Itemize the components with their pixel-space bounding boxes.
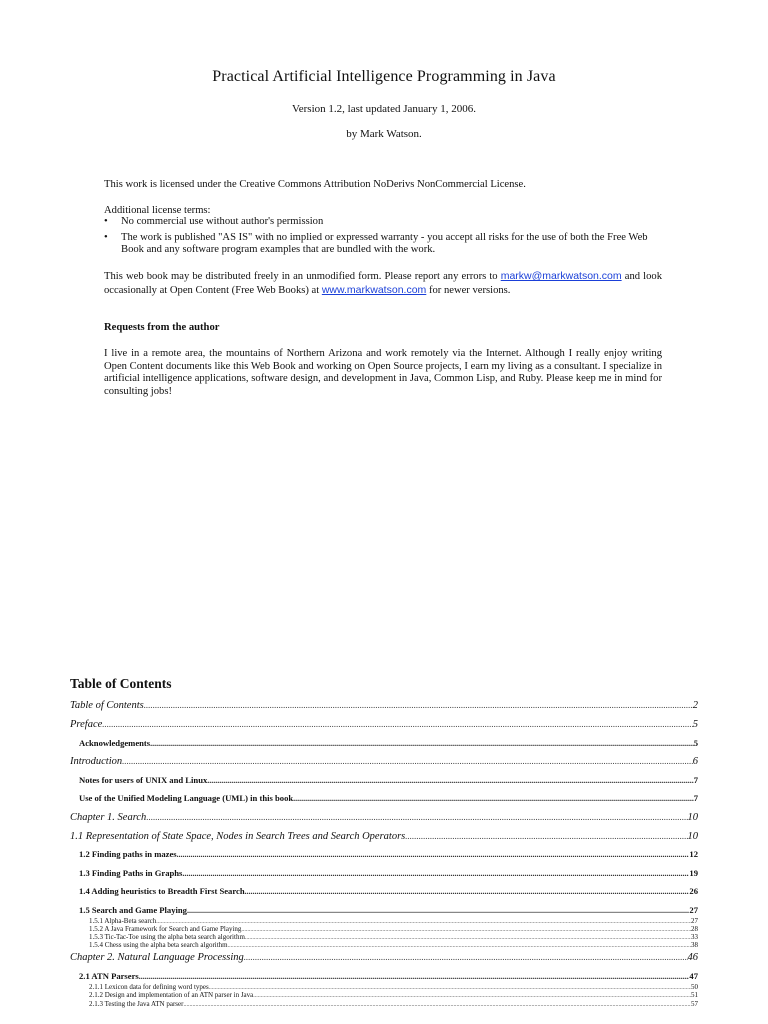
toc-leader-dots [156, 919, 691, 925]
toc-entry-label: Notes for users of UNIX and Linux [79, 774, 208, 785]
toc-leader-dots [209, 985, 691, 991]
toc-leader-dots [144, 700, 693, 710]
toc-leader-dots [241, 927, 691, 933]
toc-leader-dots [187, 906, 689, 915]
toc-leader-dots [182, 869, 689, 878]
toc-entry-label: Use of the Unified Modeling Language (UML) in this book [79, 793, 294, 803]
license-statement: This work is licensed under the Creative Commons Attribution NoDerivs NonCommercial License. [104, 179, 526, 190]
document-title: Practical Artificial Intelligence Programming in Java [212, 68, 556, 85]
toc-entry[interactable] [70, 952, 698, 963]
toc-leader-dots [177, 850, 690, 859]
toc-leader-dots [244, 952, 688, 962]
toc-leader-dots [253, 993, 691, 999]
toc-heading: Table of Contents [70, 676, 172, 691]
toc-entry-label: 1.4 Adding heuristics to Breadth First Search [79, 886, 245, 896]
toc-entry[interactable] [70, 971, 698, 981]
toc-entry-page: 27 [689, 904, 698, 915]
toc-entry-page: 26 [689, 886, 698, 896]
toc-entry-page: 6 [692, 756, 698, 767]
toc-entry-label: Preface [70, 719, 103, 730]
license-term-text: The work is published "AS IS" with no implied or expressed warranty - you accept all risks for the use of both the Free Web Book and any software program examples that are bundled with the work. [121, 231, 648, 255]
toc-entry[interactable] [70, 991, 698, 999]
toc-entry-page: 47 [689, 970, 698, 981]
toc-entry[interactable] [70, 868, 698, 878]
toc-entry-page: 33 [691, 933, 698, 942]
toc-entry-label: 1.5.4 Chess using the alpha beta search algorithm [89, 941, 228, 950]
toc-entry-label: 2.1.3 Testing the Java ATN parser [89, 999, 184, 1008]
toc-entry[interactable] [70, 719, 698, 730]
toc-entry-page: 19 [689, 867, 698, 878]
distribution-paragraph [104, 270, 662, 297]
distribution-text-3: for newer versions. [426, 284, 511, 296]
toc-entry-label: 1.5 Search and Game Playing [79, 904, 187, 915]
website-link[interactable]: www.markwatson.com [321, 283, 427, 296]
toc-entry-page: 5 [693, 737, 698, 748]
toc-entry-label: Table of Contents [70, 700, 144, 711]
toc-entry-label: 1.5.3 Tic-Tac-Toe using the alpha beta search algorithm [89, 933, 245, 942]
toc-entry-label: Chapter 2. Natural Language Processing [70, 952, 244, 964]
toc-entry-page: 57 [691, 999, 698, 1008]
toc-entry[interactable] [70, 983, 698, 991]
license-term-text: No commercial use without author's permission [121, 216, 324, 227]
toc-leader-dots [150, 739, 694, 748]
requests-paragraph: I live in a remote area, the mountains of Northern Arizona and work remotely via the Internet. Although I really enjoy writing Open Content documents like this Web Book and working on Open Source projects, I earn my living as a consultant. I specialize in artificial intelligence applications, software design, and development in Java, Common Lisp, and Ruby. Please keep me in mind for consulting jobs! [104, 348, 662, 397]
toc-entry[interactable] [70, 793, 698, 803]
toc-leader-dots [102, 719, 692, 729]
toc-leader-dots [245, 935, 691, 941]
toc-entry[interactable] [70, 812, 698, 823]
license-term-item [104, 232, 662, 257]
email-link[interactable]: markw@markwatson.com [500, 270, 622, 282]
toc-entry-page: 10 [687, 830, 698, 842]
distribution-text-2: and look occasionally at Open Content (Free Web Books) at [104, 271, 663, 296]
toc-entry-page: 51 [691, 991, 698, 1000]
toc-leader-dots [122, 756, 693, 766]
author-line: by Mark Watson. [346, 128, 422, 140]
toc-entry-page: 7 [693, 774, 698, 785]
toc-entry[interactable] [70, 886, 698, 896]
toc-leader-dots [146, 812, 687, 822]
toc-entry[interactable] [70, 849, 698, 859]
toc-entry[interactable] [70, 738, 698, 748]
toc-entry-label: 1.1 Representation of State Space, Nodes in Search Trees and Search Operators [70, 830, 406, 842]
license-terms-list [104, 216, 662, 260]
toc-entry-page: 5 [692, 719, 698, 730]
toc-leader-dots [139, 972, 690, 981]
toc-entry[interactable] [70, 933, 698, 941]
toc-entry[interactable] [70, 700, 698, 711]
toc-entry-label: 1.3 Finding Paths in Graphs [79, 867, 183, 878]
toc-entry-label: 1.2 Finding paths in mazes [79, 849, 177, 859]
toc-entry-page: 50 [691, 982, 698, 991]
toc-entry-label: 2.1 ATN Parsers [79, 970, 139, 981]
toc-entry-label: Chapter 1. Search [70, 811, 147, 823]
toc-entry-page: 12 [689, 849, 698, 859]
toc-entry[interactable] [70, 925, 698, 933]
toc-leader-dots [293, 794, 694, 803]
toc-leader-dots [183, 1002, 691, 1008]
toc-entry[interactable] [70, 905, 698, 915]
toc-entry-label: Acknowledgements [79, 737, 151, 748]
additional-terms-label: Additional license terms: [104, 205, 211, 216]
toc-entry-page: 7 [693, 793, 698, 803]
toc-entry[interactable] [70, 775, 698, 785]
toc-entry-page: 2 [692, 700, 698, 711]
toc-entry[interactable] [70, 756, 698, 767]
toc-entry-label: 1.5.2 A Java Framework for Search and Game Playing [89, 924, 242, 933]
toc-leader-dots [405, 831, 687, 841]
toc-entry-page: 28 [691, 924, 698, 933]
toc-leader-dots [207, 776, 693, 785]
bullet-icon: • [104, 231, 108, 243]
license-term-item [104, 216, 662, 229]
toc-leader-dots [245, 887, 690, 896]
toc-entry-page: 46 [687, 952, 698, 964]
requests-heading: Requests from the author [104, 322, 220, 333]
toc-entry-label: 2.1.1 Lexicon data for defining word types [89, 982, 209, 991]
toc-entry[interactable] [70, 1000, 698, 1008]
toc-entry[interactable] [70, 917, 698, 925]
toc-entry-page: 10 [687, 811, 698, 823]
toc-entry-label: 1.5.1 Alpha-Beta search [89, 916, 157, 925]
toc-entry[interactable] [70, 941, 698, 949]
toc-leader-dots [228, 943, 691, 949]
version-line: Version 1.2, last updated January 1, 2006. [292, 103, 476, 115]
toc-entry-page: 27 [691, 916, 698, 925]
bullet-icon: • [104, 216, 108, 227]
toc-entry[interactable] [70, 831, 698, 842]
toc-entry-label: Introduction [70, 756, 123, 767]
distribution-text-1: This web book may be distributed freely in an unmodified form. Please report any errors to [104, 271, 501, 282]
toc-entry-label: 2.1.2 Design and implementation of an ATN parser in Java [89, 991, 254, 1000]
toc-entry-page: 38 [691, 941, 698, 950]
